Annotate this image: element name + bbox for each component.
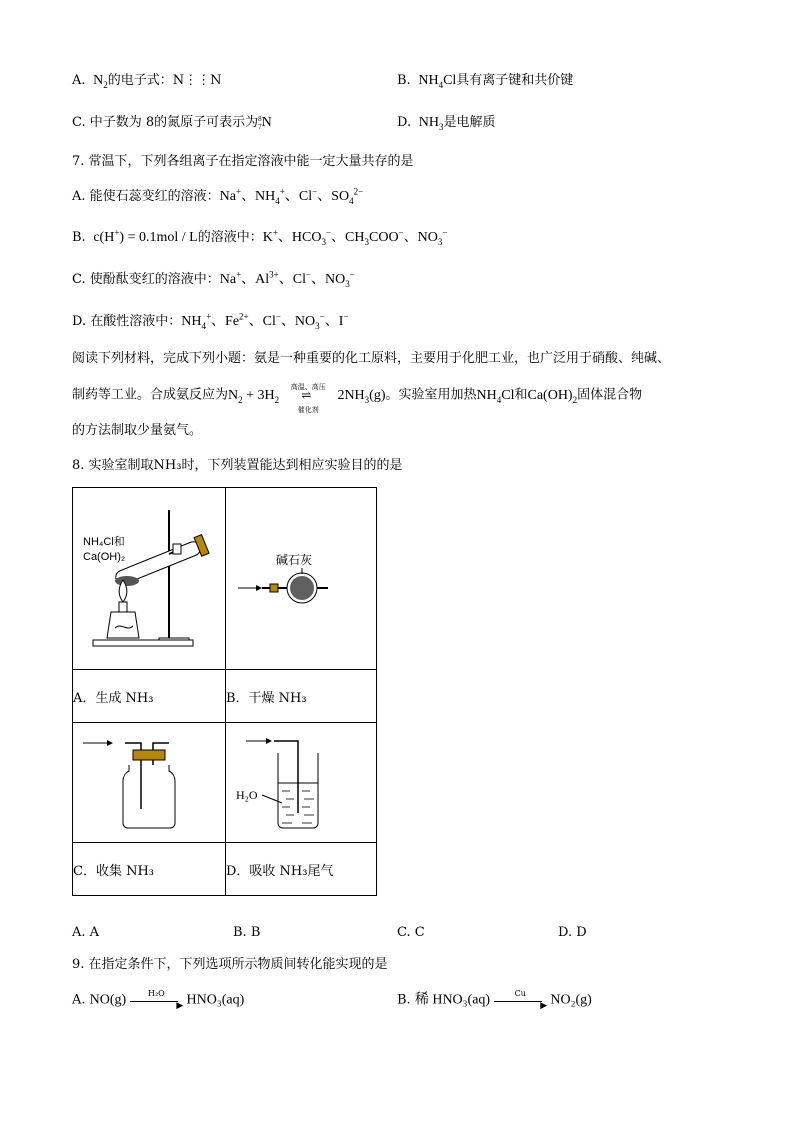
- caption-b-text: B．干燥 NH₃: [226, 690, 307, 706]
- reading-nh4cl: $NH_4Cl$: [476, 387, 515, 405]
- q8-option-d: D. D: [558, 925, 587, 940]
- q6-b-text: 具有离子键和共价键: [456, 73, 574, 88]
- q6-d-text: 是电解质: [443, 115, 496, 130]
- reading-and: 和: [514, 387, 528, 403]
- q9-a-to: HNO₃(aq): [186, 992, 245, 1008]
- nuclide-n15: 8 7N: [258, 114, 272, 131]
- q9-b-condition: Cu: [514, 989, 526, 998]
- soda-lime-label: 碱石灰: [276, 553, 313, 567]
- q9-option-a: [72, 991, 244, 1010]
- q8-stem: 8. 实验室制取NH₃时，下列装置能达到相应实验目的的是: [72, 458, 403, 473]
- q9-b-from: 稀 HNO₃(aq): [414, 992, 491, 1008]
- water-label: H₂O: [236, 788, 258, 802]
- q9-a-arrow: H₂O ▶: [130, 991, 182, 1009]
- q7-stem: 7. 常温下，下列各组离子在指定溶液中能一定大量共存的是: [72, 154, 414, 169]
- q7-option-b: [72, 229, 447, 247]
- reaction-reactants: $N_2 + 3H_2$: [228, 387, 280, 405]
- q7-option-a: [72, 188, 363, 206]
- q9-a-condition: H₂O: [147, 989, 165, 998]
- reading-line-2: [72, 383, 643, 414]
- q8-option-b: B. B: [233, 925, 261, 940]
- reagent-label-2: Ca(OH)₂: [83, 551, 126, 563]
- q7-a-text: A. 能使石蕊变红的溶液：: [72, 189, 220, 204]
- q7-b-label: B.: [72, 230, 86, 245]
- cell-apparatus-a: [73, 488, 226, 670]
- q9-a-from: NO(g): [89, 992, 127, 1008]
- q7-b-cond: c(H+) = 0.1mol / L: [89, 227, 198, 245]
- reading-line2-end: 固体混合物: [577, 387, 643, 403]
- q7-c-text: C. 使酚酞变红的溶液中：: [72, 272, 220, 287]
- cell-apparatus-d: [226, 723, 377, 843]
- formula-nh3: $NH_3$: [415, 115, 444, 132]
- formula-nh4cl: $NH_4Cl$: [414, 73, 457, 90]
- equilibrium-sign: ⇌: [301, 388, 312, 402]
- q9-b-label: B.: [397, 992, 411, 1008]
- q7-d-text: D. 在酸性溶液中：: [72, 314, 182, 329]
- caption-c: [73, 843, 226, 896]
- reading-line-1: 阅读下列材料，完成下列小题：氨是一种重要的化工原料，主要用于化肥工业，也广泛用于硝酸、纯碱、: [72, 351, 671, 366]
- reaction-cond-top: 高温、高压: [290, 383, 326, 391]
- q9-b-arrow: Cu ▶: [494, 991, 546, 1009]
- q9-a-label: A.: [72, 992, 86, 1008]
- q6-a-label: A.: [72, 73, 86, 88]
- q6-a-text: 的电子式：N⋮⋮N: [107, 73, 222, 88]
- reading-caoh2: $Ca(OH)_2$: [527, 387, 578, 405]
- q7-b-ions: K+、$HCO_3^-$、$CH_3COO^-$、$NO_3^-$: [262, 227, 448, 247]
- q7-option-c: [72, 271, 355, 289]
- reaction-cond-bottom: 催化剂: [297, 406, 319, 414]
- reaction-arrow: [283, 383, 333, 414]
- heating-apparatus-figure: [73, 488, 225, 665]
- reagent-label-1: NH₄Cl和: [83, 536, 125, 548]
- q6-option-d: [397, 114, 495, 132]
- reading-line-3: 的方法制取少量氨气。: [72, 423, 203, 438]
- q7-option-d: [72, 313, 349, 331]
- reading-line2-pre: 制药等工业。合成氨反应为: [72, 387, 229, 403]
- formula-n2: $N_2$: [89, 73, 108, 90]
- q9-stem: 9. 在指定条件下，下列选项所示物质间转化能实现的是: [72, 957, 388, 972]
- q6-c-label: C.: [72, 115, 86, 130]
- q6-d-label: D.: [397, 115, 412, 130]
- reaction-product: $2NH_3(g)$: [337, 387, 386, 405]
- q7-d-ions: $NH_4^+$、$Fe^{2+}$、Cl−、$NO_3^-$、I−: [181, 311, 349, 331]
- q6-option-c: [72, 114, 272, 132]
- q9-option-b: [397, 991, 592, 1010]
- caption-c-text: C．收集 NH₃: [73, 863, 155, 879]
- apparatus-table: [72, 487, 377, 896]
- q6-option-b: [397, 72, 573, 90]
- caption-d-text: D．吸收 NH₃尾气: [226, 863, 334, 879]
- caption-d: [226, 843, 377, 896]
- caption-a-text: A．生成 NH₃: [73, 690, 154, 706]
- caption-b: [226, 670, 377, 723]
- absorption-beaker-figure: [226, 723, 376, 838]
- q6-b-label: B.: [397, 73, 411, 88]
- caption-a: [73, 670, 226, 723]
- q7-c-ions: Na+、$Al^{3+}$、Cl−、$NO_3^-$: [219, 269, 355, 289]
- q7-b-text: 的溶液中：: [197, 230, 263, 245]
- q9-b-to: NO₂(g): [550, 992, 592, 1008]
- collecting-bottle-figure: [73, 723, 225, 838]
- q7-a-ions: Na+、$NH_4^+$、Cl−、$SO_4^{2-}$: [219, 186, 364, 206]
- drying-tube-figure: [226, 488, 376, 665]
- cell-apparatus-c: [73, 723, 226, 843]
- q6-c-text: 中子数为 8的氮原子可表示为: [89, 115, 259, 130]
- q8-option-a: A. A: [72, 925, 100, 940]
- cell-apparatus-b: [226, 488, 377, 670]
- reading-line2-post: 。实验室用加热: [385, 387, 477, 403]
- q6-option-a: [72, 72, 222, 90]
- q8-option-c: C. C: [397, 925, 425, 940]
